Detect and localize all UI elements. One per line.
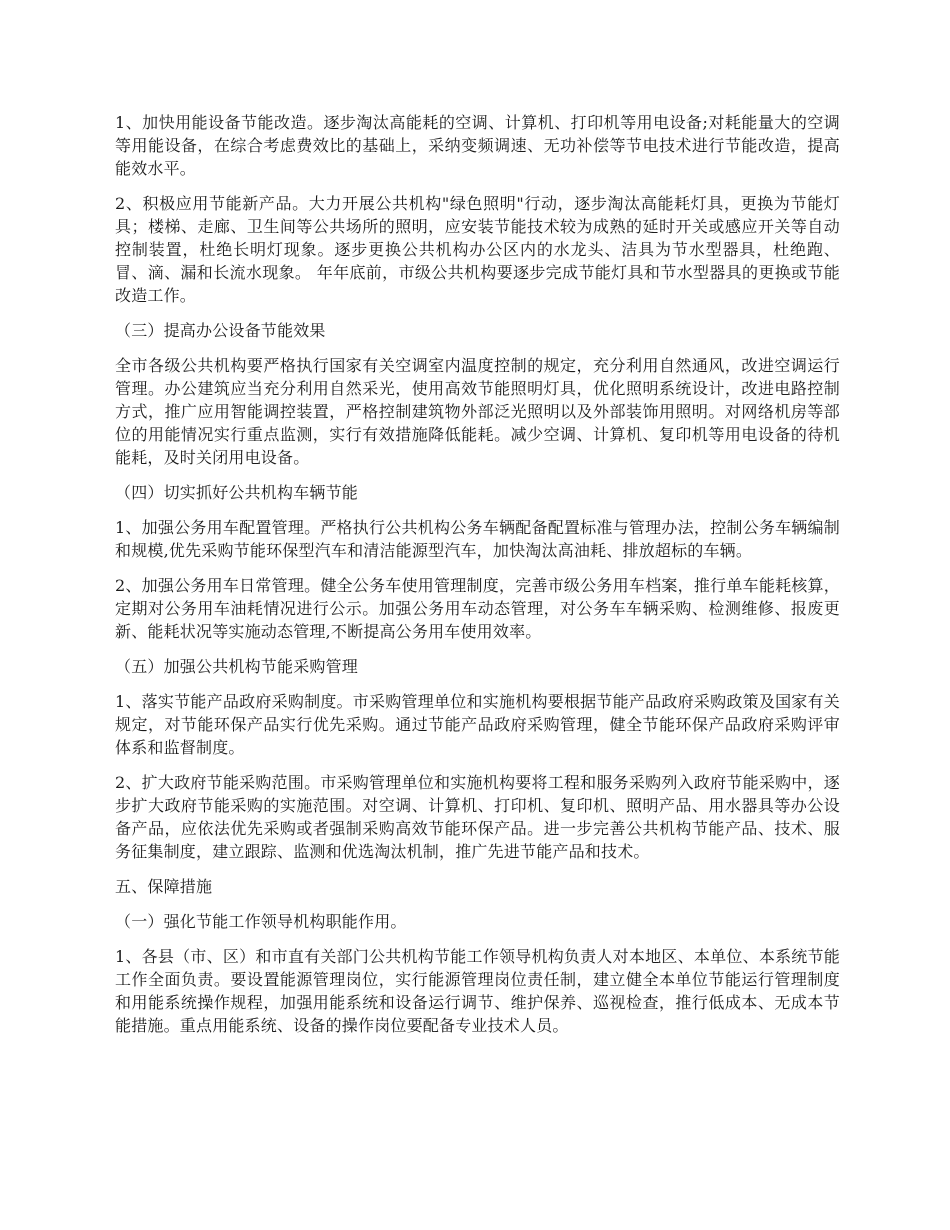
paragraph-leadership: 1、各县（市、区）和市直有关部门公共机构节能工作领导机构负责人对本地区、本单位、本系统节能工作全面负责。要设置能源管理岗位，实行能源管理岗位责任制，建立健全本单位节能运行管理制度和用能系统操作规程，加强用能系统和设备运行调节、维护保养、巡视检查，推行低成本、无成本节能措施。重点用能系统、设备的操作岗位要配备专业技术人员。 [115,947,840,1035]
paragraph-procurement-system: 1、落实节能产品政府采购制度。市采购管理单位和实施机构要根据节能产品政府采购政策及国家有关规定，对节能环保产品实行优先采购。通过节能产品政府采购管理，健全节能环保产品政府采购评审体系和监督制度。 [115,692,840,757]
paragraph-office-equipment: 全市各级公共机构要严格执行国家有关空调室内温度控制的规定，充分利用自然通风，改进空调运行管理。办公建筑应当充分利用自然采光，使用高效节能照明灯具，优化照明系统设计，改进电路控制方式，推广应用智能调控装置，严格控制建筑物外部泛光照明以及外部装饰用照明。对网络机房等部位的用能情况实行重点监测，实行有效措施降低能耗。减少空调、计算机、复印机等用电设备的待机能耗，及时关闭用电设备。 [115,356,840,467]
section-heading-office-equipment: （三）提高办公设备节能效果 [115,321,326,340]
paragraph-new-products: 2、积极应用节能新产品。大力开展公共机构"绿色照明"行动，逐步淘汰高能耗灯具，更换为节能灯具；楼梯、走廊、卫生间等公共场所的照明，应安装节能技术较为成熟的延时开关或感应开关等自动控制装置，杜绝长明灯现象。逐步更换公共机构办公区内的水龙头、洁具为节水型器具，杜绝跑、冒、滴、漏和长流水现象。 年年底前，市级公共机构要逐步完成节能灯具和节水型器具的更换或节能改造工作。 [115,194,840,305]
subsection-heading-leadership: （一）强化节能工作领导机构职能作用。 [115,912,407,931]
paragraph-vehicle-daily: 2、加强公务用车日常管理。健全公务车使用管理制度，完善市级公务用车档案，推行单车能耗核算，定期对公务用车油耗情况进行公示。加强公务用车动态管理，对公务车车辆采购、检测维修、报废更新、能耗状况等实施动态管理,不断提高公务用车使用效率。 [115,576,840,641]
section-heading-safeguards: 五、保障措施 [115,877,213,896]
paragraph-device-retrofit: 1、加快用能设备节能改造。逐步淘汰高能耗的空调、计算机、打印机等用电设备;对耗能量大的空调等用能设备，在综合考虑费效比的基础上，采纳变频调速、无功补偿等节电技术进行节能改造，提高能效水平。 [115,113,840,178]
document-body [115,111,840,1049]
paragraph-vehicle-config: 1、加强公务用车配置管理。严格执行公共机构公务车辆配备配置标准与管理办法，控制公务车辆编制和规模,优先采购节能环保型汽车和清洁能源型汽车，加快淘汰高油耗、排放超标的车辆。 [115,518,840,560]
section-heading-vehicles: （四）切实抓好公共机构车辆节能 [115,483,359,502]
section-heading-procurement: （五）加强公共机构节能采购管理 [115,657,359,676]
paragraph-procurement-scope: 2、扩大政府节能采购范围。市采购管理单位和实施机构要将工程和服务采购列入政府节能采购中，逐步扩大政府节能采购的实施范围。对空调、计算机、打印机、复印机、照明产品、用水器具等办公设备产品，应依法优先采购或者强制采购高效节能环保产品。进一步完善公共机构节能产品、技术、服务征集制度，建立跟踪、监测和优选淘汰机制，推广先进节能产品和技术。 [115,773,840,861]
